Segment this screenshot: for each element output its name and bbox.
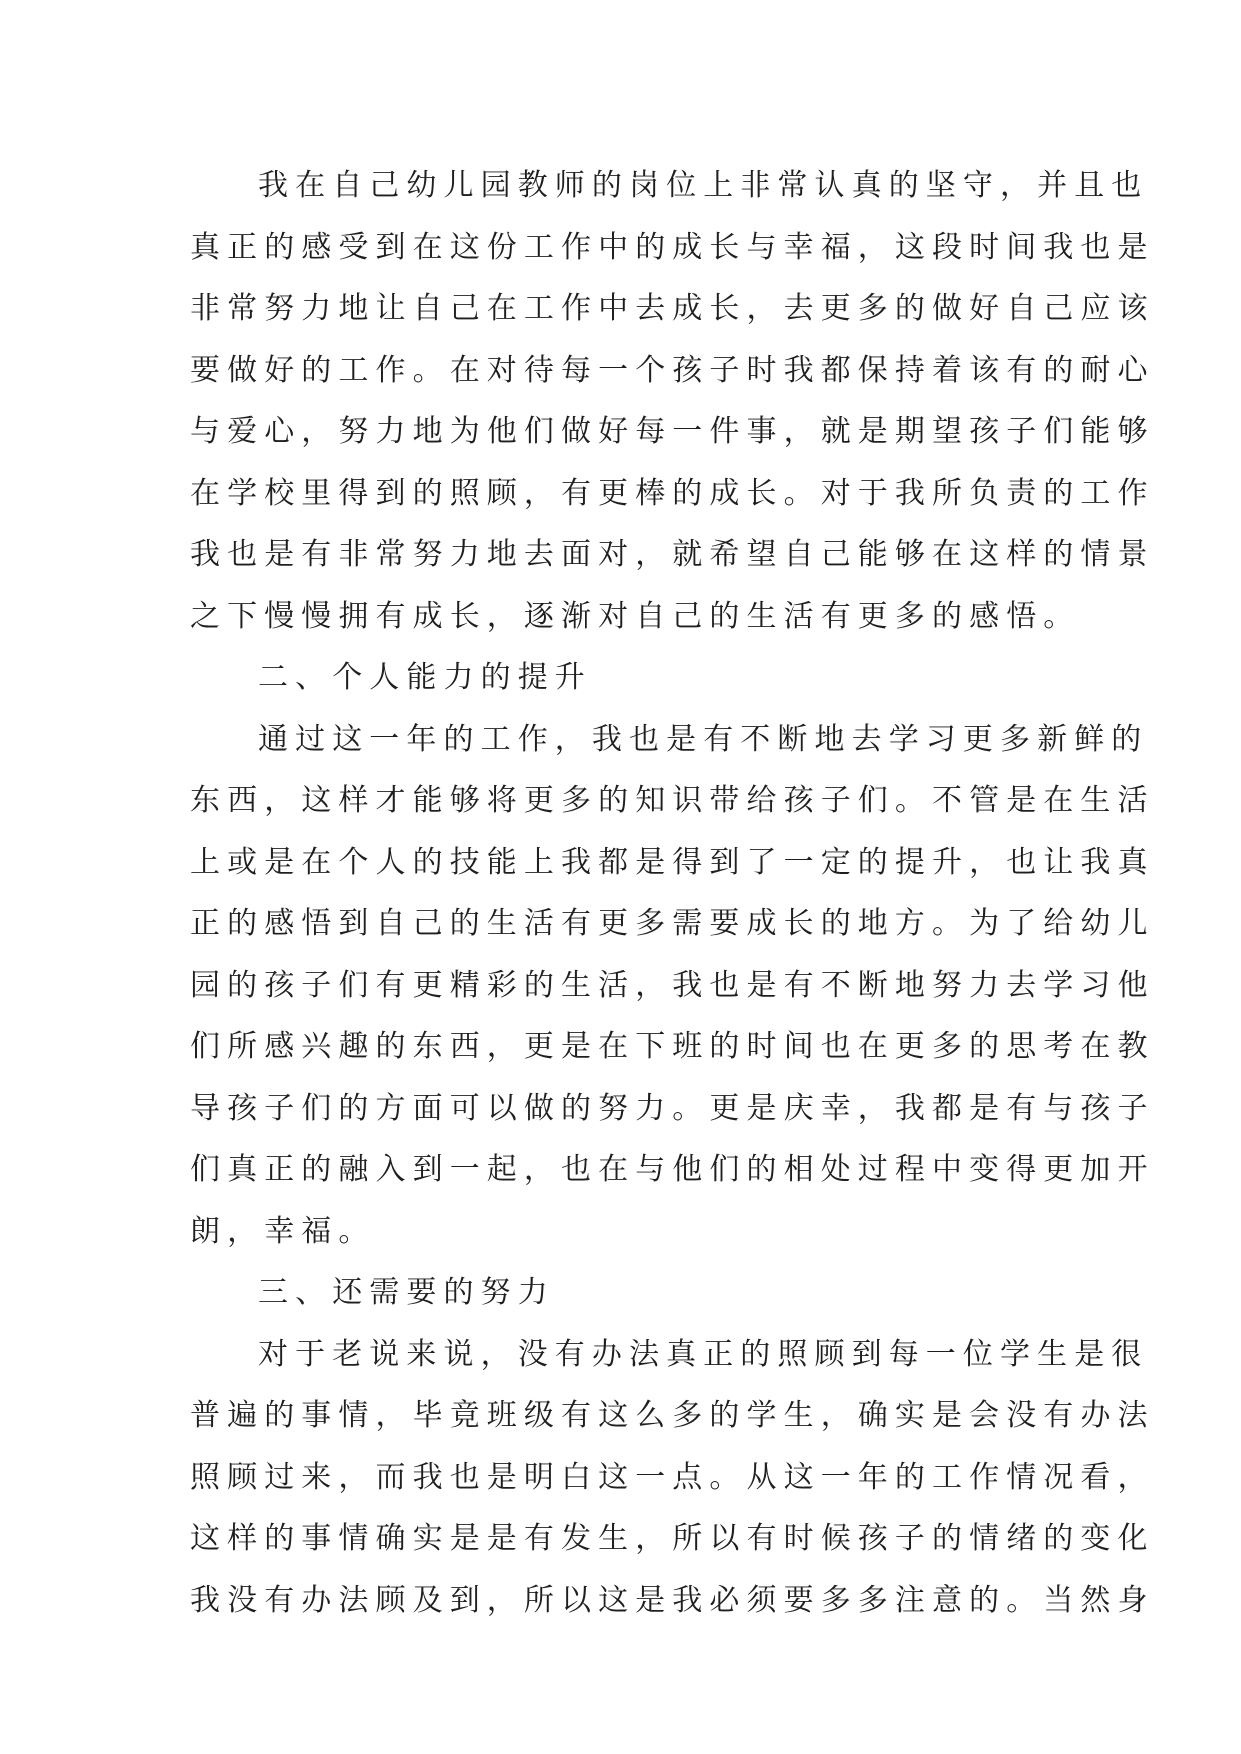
text-line: 非常努力地让自己在工作中去成长，去更多的做好自己应该	[190, 291, 1155, 326]
section-heading: 二、个人能力的提升	[258, 660, 592, 695]
text-line: 之下慢慢拥有成长，逐渐对自己的生活有更多的感悟。	[190, 598, 1081, 634]
text-line: 通过这一年的工作，我也是有不断地去学习更多新鲜的	[258, 721, 1149, 757]
text-line: 在学校里得到的照顾，有更棒的成长。对于我所负责的工作	[190, 475, 1155, 511]
text-line: 上或是在个人的技能上我都是得到了一定的提升，也让我真	[190, 844, 1155, 880]
text-line: 照顾过来，而我也是明白这一点。从这一年的工作情况看，	[190, 1459, 1155, 1495]
text-line: 正的感悟到自己的生活有更多需要成长的地方。为了给幼儿	[190, 906, 1155, 941]
text-line: 园的孩子们有更精彩的生活，我也是有不断地努力去学习他	[190, 967, 1155, 1003]
text-line: 导孩子们的方面可以做的努力。更是庆幸，我都是有与孩子	[190, 1090, 1155, 1126]
text-line: 朗，幸福。	[190, 1213, 376, 1249]
text-line: 们真正的融入到一起，也在与他们的相处过程中变得更加开	[190, 1152, 1155, 1187]
text-line: 我也是有非常努力地去面对，就希望自己能够在这样的情景	[190, 537, 1155, 572]
text-line: 对于老说来说，没有办法真正的照顾到每一位学生是很	[258, 1336, 1149, 1372]
section-heading: 三、还需要的努力	[258, 1275, 555, 1310]
text-line: 我在自己幼儿园教师的岗位上非常认真的坚守，并且也	[258, 168, 1149, 203]
text-line: 我没有办法顾及到，所以这是我必须要多多注意的。当然身	[190, 1582, 1155, 1618]
text-line: 普遍的事情，毕竟班级有这么多的学生，确实是会没有办法	[190, 1398, 1155, 1433]
text-line: 与爱心，努力地为他们做好每一件事，就是期望孩子们能够	[190, 414, 1155, 449]
text-line: 们所感兴趣的东西，更是在下班的时间也在更多的思考在教	[190, 1029, 1155, 1064]
text-line: 东西，这样才能够将更多的知识带给孩子们。不管是在生活	[190, 783, 1155, 818]
text-line: 真正的感受到在这份工作中的成长与幸福，这段时间我也是	[190, 229, 1155, 265]
document-body	[190, 155, 1155, 1631]
text-line: 要做好的工作。在对待每一个孩子时我都保持着该有的耐心	[190, 352, 1155, 388]
text-line: 这样的事情确实是是有发生，所以有时候孩子的情绪的变化	[190, 1521, 1155, 1556]
